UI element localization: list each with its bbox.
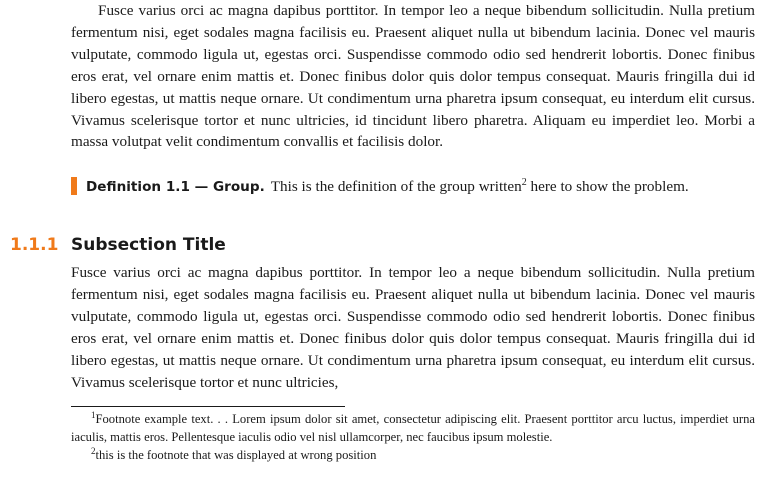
definition-text: This is the definition of the group written — [270, 178, 522, 195]
footnote-separator — [71, 406, 345, 407]
definition-text-end: here to show the problem. — [526, 178, 689, 195]
footnote-2-mark: 2 — [91, 446, 96, 456]
footnote-1-mark: 1 — [91, 410, 96, 420]
definition-heading: Definition 1.1 — Group. — [86, 179, 265, 195]
footnote-2 — [71, 447, 755, 465]
subsection-title: Subsection Title — [71, 235, 226, 255]
body-paragraph-2: Fusce varius orci ac magna dapibus porttitor. In tempor leo a neque bibendum sollicitudin. Nulla pretium fermentum nisi, eget sodales magna facilisis eu. Praesent aliquet nulla ut bibendum lacinia. Donec vel mauris vulputate, commodo ligula ut, egestas orci. Suspendisse commodo odio sed hendrerit lobortis. Donec finibus eros erat, vel ornare enim mattis et. Donec finibus dolor quis dolor tempus consequat. Mauris fringilla dui id libero egestas, ut mattis neque ornare. Ut condimentum urna pharetra ipsum consequat, eu interdum elit cursus. Vivamus scelerisque tortor et nunc ultricies, — [71, 264, 755, 391]
subsection-heading — [10, 233, 226, 257]
footnote-2-text: this is the footnote that was displayed at wrong position — [95, 448, 377, 462]
footnote-1 — [71, 411, 755, 446]
body-paragraph-1: Fusce varius orci ac magna dapibus porttitor. In tempor leo a neque bibendum sollicitudin. Nulla pretium fermentum nisi, eget sodales magna facilisis eu. Praesent aliquet nulla ut bibendum lacinia. Donec vel mauris vulputate, commodo ligula ut, egestas orci. Suspendisse commodo odio sed hendrerit lobortis. Donec finibus eros erat, vel ornare enim mattis et. Donec finibus dolor quis dolor tempus consequat. Mauris fringilla dui id libero egestas, ut mattis neque ornare. Ut condimentum urna pharetra ipsum consequat, eu interdum elit cursus. Vivamus scelerisque tortor et nunc ultricies, id tincidunt libero pharetra. Aliquam eu imperdiet leo. Morbi a massa volutpat velit condimentum convallis et facilisis dolor. — [71, 2, 755, 151]
definition-block — [71, 176, 761, 198]
subsection-number: 1.1.1 — [10, 235, 59, 255]
definition-marker-bar — [71, 177, 77, 195]
footnote-1-text: Footnote example text. . . Lorem ipsum dolor sit amet, consectetur adipiscing elit. Praesent porttitor arcu luctus, imperdiet urna iaculis, mattis eros. Pellentesque iaculis odio vel nisl ullamcorper, nec faucibus ipsum molestie. — [71, 412, 755, 444]
footnote-reference-2[interactable]: 2 — [521, 177, 527, 188]
